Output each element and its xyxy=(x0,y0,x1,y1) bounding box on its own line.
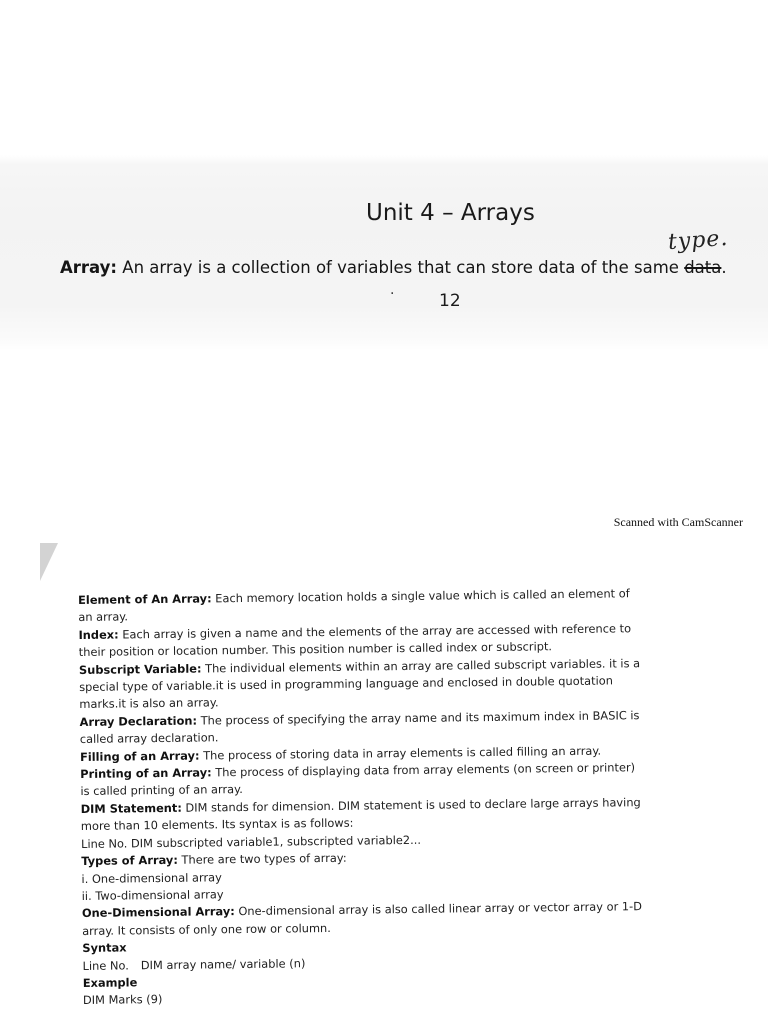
dim-statement-term: DIM Statement: xyxy=(80,800,182,816)
printing-text: The process of displaying data from array elements (on screen or printer) is called printing of an array. xyxy=(80,760,636,799)
example-line: DIM Marks (9) xyxy=(82,992,163,1008)
list-item: i. One-dimensional array xyxy=(81,869,222,886)
struck-word: data xyxy=(684,258,722,277)
dim-syntax-line: Line No. DIM subscripted variable1, subscripted variable2... xyxy=(80,832,422,851)
page-number: 12 xyxy=(439,291,461,311)
types-text: There are two types of array: xyxy=(177,850,347,867)
dim-statement-text: DIM stands for dimension. DIM statement is used to declare large arrays having more than 10 elements. Its syntax is as follows: xyxy=(80,795,641,834)
element-text: Each memory location holds a single value which is called an element of an array. xyxy=(78,586,630,625)
array-definition xyxy=(60,258,727,277)
one-dimensional-text: One-dimensional array is also called linear array or vector array or 1-D array. It consists of only one row or column. xyxy=(82,899,643,938)
filling-term: Filling of an Array: xyxy=(79,748,200,764)
list-item: ii. Two-dimensional array xyxy=(81,887,224,903)
index-text: Each array is given a name and the elements of the array are accessed with reference to their position or location number. This position number is called index or subscript. xyxy=(78,621,632,660)
syntax-line-no: Line No. xyxy=(82,957,129,973)
page-dot: · xyxy=(390,286,395,302)
example-heading: Example xyxy=(82,975,138,990)
syntax-line-rest: DIM array name/ variable (n) xyxy=(140,955,306,972)
camscanner-watermark: Scanned with CamScanner xyxy=(613,515,743,529)
element-term: Element of An Array: xyxy=(78,591,212,607)
types-term: Types of Array: xyxy=(81,852,178,869)
scan-shadow-band xyxy=(0,155,768,350)
subscript-variable-term: Subscript Variable: xyxy=(78,661,202,677)
subscript-variable-definition xyxy=(79,655,645,714)
subscript-variable-text: The individual elements within an array are called subscript variables. it is a special type of variable.it is used in programming language and enclosed in double quotation marks.it is also an array. xyxy=(79,655,641,712)
array-declaration-term: Array Declaration: xyxy=(79,713,198,729)
scan-corner-shadow xyxy=(40,543,58,581)
handwritten-correction: type. xyxy=(667,225,730,256)
scanned-page-top xyxy=(0,0,768,500)
printing-term: Printing of an Array: xyxy=(80,765,212,782)
index-term: Index: xyxy=(78,627,119,642)
array-definition-text: An array is a collection of variables that can store data of the same xyxy=(117,258,685,277)
syntax-heading: Syntax xyxy=(82,940,127,956)
filling-text: The process of storing data in array elements is called filling an array. xyxy=(199,743,602,763)
scanned-page-bottom xyxy=(78,585,648,1010)
definition-end: . xyxy=(721,258,727,277)
array-term: Array: xyxy=(60,258,118,277)
array-declaration-text: The process of specifying the array name and its maximum index in BASIC is called array declaration. xyxy=(79,707,640,747)
one-dimensional-term: One-Dimensional Array: xyxy=(81,904,235,921)
unit-title: Unit 4 – Arrays xyxy=(366,200,535,226)
